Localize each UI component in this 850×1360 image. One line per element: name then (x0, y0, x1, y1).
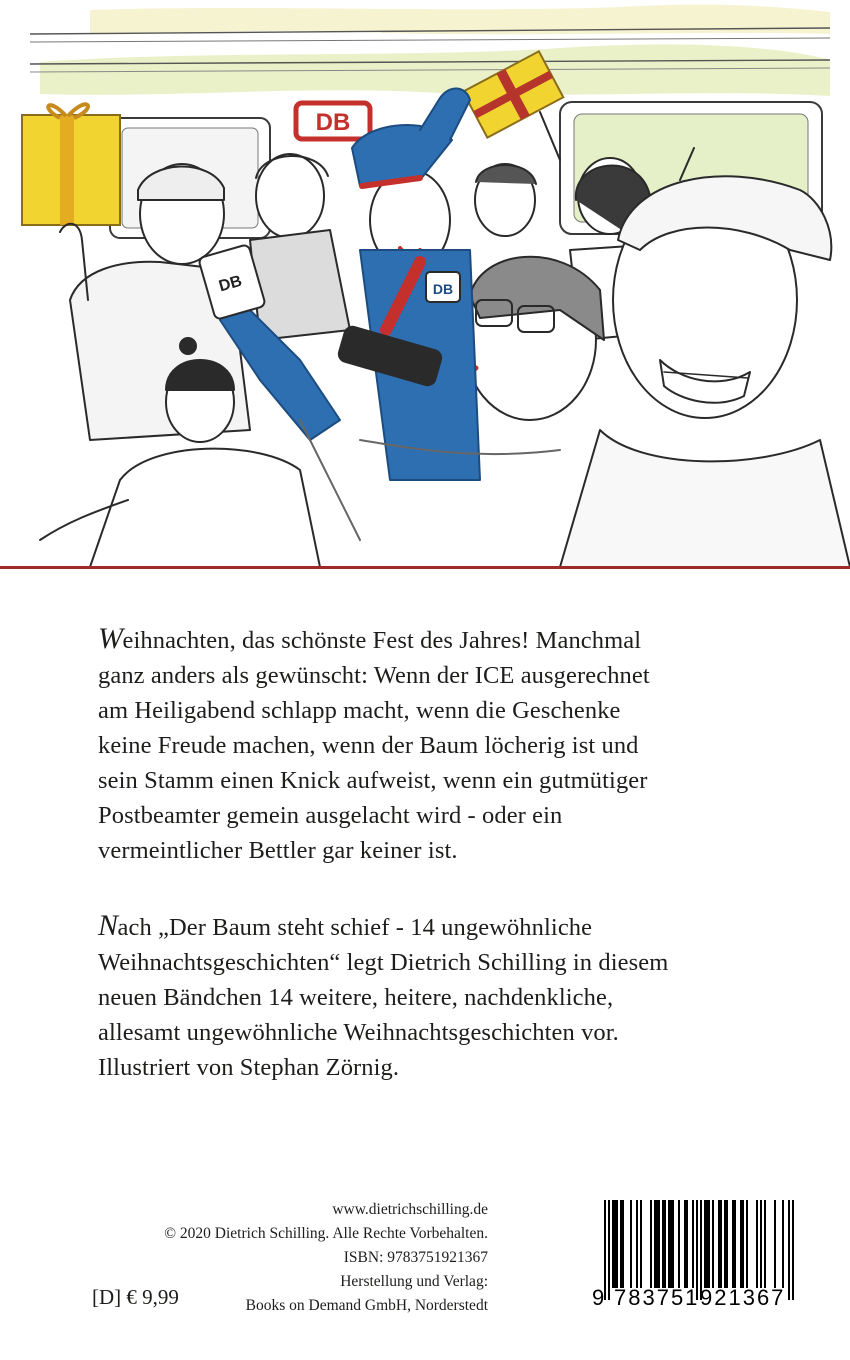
barcode-bar (712, 1200, 714, 1288)
blurb-2-first-rest: ach „Der Baum steht schief - 14 ungewöhnliche (117, 914, 593, 941)
blurb-2-line-1 (98, 908, 738, 945)
blurb-paragraph-2 (98, 908, 738, 1085)
blurb-1-line-2: ganz anders als gewünscht: Wenn der ICE ausgerechnet (98, 662, 650, 689)
blurb-2-initial: N (98, 909, 118, 942)
barcode-bar (774, 1200, 776, 1288)
blurb-1-line-1 (98, 621, 738, 658)
blurb-1-initial: W (98, 622, 123, 655)
barcode-bar (616, 1200, 618, 1288)
barcode-bar (654, 1200, 656, 1288)
barcode-bar (708, 1200, 710, 1288)
blurb-2-line-5: Illustriert von Stephan Zörnig. (98, 1054, 400, 1081)
isbn-barcode (584, 1200, 804, 1312)
barcode-bar (664, 1200, 666, 1288)
barcode-bar (718, 1200, 720, 1288)
barcode-digits (584, 1285, 804, 1311)
barcode-bar (670, 1200, 672, 1288)
blurb-1-line-6: Postbeamter gemein ausgelacht wird - oder ein (98, 802, 563, 829)
publisher-line: Books on Demand GmbH, Norderstedt (245, 1297, 488, 1314)
db-sign (296, 103, 370, 139)
production-label: Herstellung und Verlag: (340, 1273, 488, 1290)
barcode-bar (684, 1200, 686, 1288)
website-link[interactable]: www.dietrichschilling.de (332, 1201, 488, 1218)
barcode-bar (726, 1200, 728, 1288)
barcode-bar (742, 1200, 744, 1288)
barcode-bar (732, 1200, 734, 1288)
barcode-bar (658, 1200, 660, 1288)
svg-text:DB: DB (217, 272, 244, 296)
barcode-bar (672, 1200, 674, 1288)
barcode-right-group: 921367 (700, 1285, 786, 1310)
barcode-bar (630, 1200, 632, 1288)
blurb-1-line-3: am Heiligabend schlapp macht, wenn die Geschenke (98, 697, 621, 724)
blurb-1-line-5: sein Stamm einen Knick aufweist, wenn ein gutmütiger (98, 767, 648, 794)
barcode-bar (740, 1200, 742, 1288)
barcode-bar (662, 1200, 664, 1288)
cover-illustration (0, 0, 850, 567)
barcode-bar (650, 1200, 652, 1288)
barcode-left-group: 783751 (614, 1285, 700, 1310)
barcode-first-digit: 9 (592, 1285, 606, 1310)
price-label: [D] € 9,99 (92, 1285, 179, 1309)
barcode-bar (764, 1200, 766, 1288)
blurb-paragraph-1 (98, 621, 738, 868)
barcode-bar (640, 1200, 642, 1288)
barcode-bar (692, 1200, 694, 1288)
barcode-bar (706, 1200, 708, 1288)
svg-text:DB: DB (315, 109, 351, 136)
imprint-block (164, 1198, 488, 1318)
blurb-2-line-2: Weihnachtsgeschichten“ legt Dietrich Schilling in diesem (98, 949, 669, 976)
barcode-bar (678, 1200, 680, 1288)
blurb-2-line-3: neuen Bändchen 14 weitere, heitere, nachdenkliche, (98, 984, 614, 1011)
isbn-line: ISBN: 9783751921367 (343, 1249, 488, 1266)
blurb-1-line-4: keine Freude machen, wenn der Baum löcherig ist und (98, 732, 639, 759)
barcode-bar (704, 1200, 706, 1288)
barcode-bar (622, 1200, 624, 1288)
barcode-bar (782, 1200, 784, 1288)
section-divider (0, 566, 850, 569)
barcode-bar (760, 1200, 762, 1288)
blurb-2-line-4: allesamt ungewöhnliche Weihnachtsgeschichten vor. (98, 1019, 619, 1046)
barcode-bar (668, 1200, 670, 1288)
barcode-bar (686, 1200, 688, 1288)
barcode-bar (746, 1200, 748, 1288)
barcode-bar (720, 1200, 722, 1288)
barcode-bar (620, 1200, 622, 1288)
gift-left (22, 104, 120, 225)
barcode-bar (612, 1200, 614, 1288)
svg-text:DB: DB (432, 281, 454, 297)
barcode-bar (756, 1200, 758, 1288)
barcode-bar (636, 1200, 638, 1288)
blurb-1-line-7: vermeintlicher Bettler gar keiner ist. (98, 837, 458, 864)
barcode-bar (724, 1200, 726, 1288)
blurb-1-first-rest: eihnachten, das schönste Fest des Jahres! Manchmal (122, 627, 642, 654)
copyright-line: © 2020 Dietrich Schilling. Alle Rechte Vorbehalten. (164, 1225, 488, 1242)
barcode-bar (656, 1200, 658, 1288)
barcode-bar (614, 1200, 616, 1288)
barcode-bar (734, 1200, 736, 1288)
